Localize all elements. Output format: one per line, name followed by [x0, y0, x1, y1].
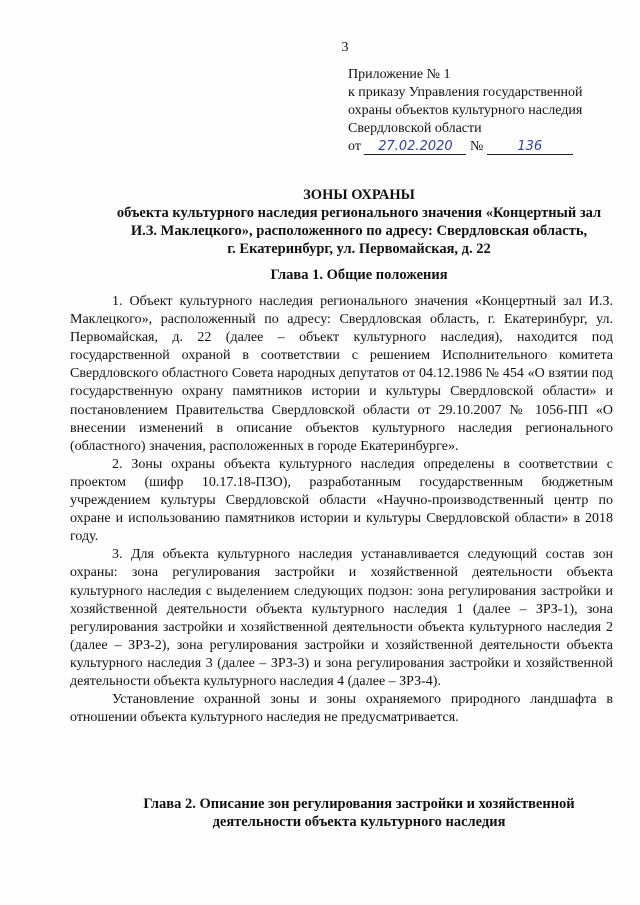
date-prefix: от: [348, 139, 361, 154]
number-field: [487, 140, 573, 155]
handwritten-date: 27.02.2020: [378, 139, 453, 154]
body-text: [70, 293, 613, 727]
page-number: 3: [341, 40, 349, 55]
number-prefix: №: [469, 139, 484, 154]
chapter-1-heading: Глава 1. Общие положения: [270, 267, 448, 283]
chapter-2-heading: [60, 795, 640, 831]
appendix-date-row: [348, 138, 638, 156]
title-line-2: объекта культурного наследия регионального значения «Концертный зал: [116, 205, 602, 221]
document-title: [60, 186, 640, 258]
title-line-1: ЗОНЫ ОХРАНЫ: [303, 187, 415, 203]
appendix-line-1: Приложение № 1: [348, 67, 451, 82]
appendix-line-3: охраны объектов культурного наследия: [348, 103, 583, 118]
chapter-2-line-1: Глава 2. Описание зон регулирования застройки и хозяйственной: [143, 796, 575, 812]
appendix-line-2: к приказу Управления государственной: [348, 85, 583, 100]
title-line-4: г. Екатеринбург, ул. Первомайская, д. 22: [227, 241, 491, 257]
handwritten-number: 136: [517, 139, 543, 154]
paragraph-3: 3. Для объекта культурного наследия устанавливается следующий состав зон охраны: зона регулирования застройки и хозяйственной деятельности объекта культурного наследия с выделением следующих подзон: зона регулирования застройки и хозяйственной деятельности объекта культурного наследия 1 (далее – ЗРЗ-1), зона регулирования застройки и хозяйственной деятельности объекта культурного наследия 2 (далее – ЗРЗ-2), зона регулирования застройки и хозяйственной деятельности объекта культурного наследия 3 (далее – ЗРЗ-3) и зона регулирования застройки и хозяйственной деятельности объекта культурного наследия 4 (далее – ЗРЗ-4).: [70, 547, 613, 689]
chapter-2-line-2: деятельности объекта культурного наследия: [212, 814, 506, 830]
paragraph-1: 1. Объект культурного наследия регионального значения «Концертный зал И.З. Маклецкого», расположенный по адресу: Свердловская область, г. Екатеринбург, ул. Первомайская, д. 22 (далее – объект культурного наследия), находится под государственной охраной в соответствии с решением Исполнительного комитета Свердловского областного Совета народных депутатов от 04.12.1986 № 454 «О взятии под государственную охрану памятников истории и культуры Свердловской области» и постановлением Правительства Свердловской области от 29.10.2007 № 1056-ПП «О внесении изменений в описание объектов культурного наследия регионального (областного) значения, расположенных в городе Екатеринбурге».: [70, 294, 613, 454]
paragraph-2: 2. Зоны охраны объекта культурного наследия определены в соответствии с проектом (шифр 10.17.18-ПЗО), разработанным государственным бюджетным учреждением культуры Свердловской области «Научно-производственный центр по охране и использованию памятников истории и культуры Свердловской области» в 2018 году.: [70, 456, 613, 545]
date-field: [364, 140, 466, 155]
appendix-header: [348, 66, 638, 156]
paragraph-4: Установление охранной зоны и зоны охраняемого природного ландшафта в отношении объекта культурного наследия не предусматривается.: [70, 692, 613, 726]
appendix-line-4: Свердловской области: [348, 121, 482, 136]
title-line-3: И.З. Маклецкого», расположенного по адресу: Свердловская область,: [130, 223, 588, 239]
